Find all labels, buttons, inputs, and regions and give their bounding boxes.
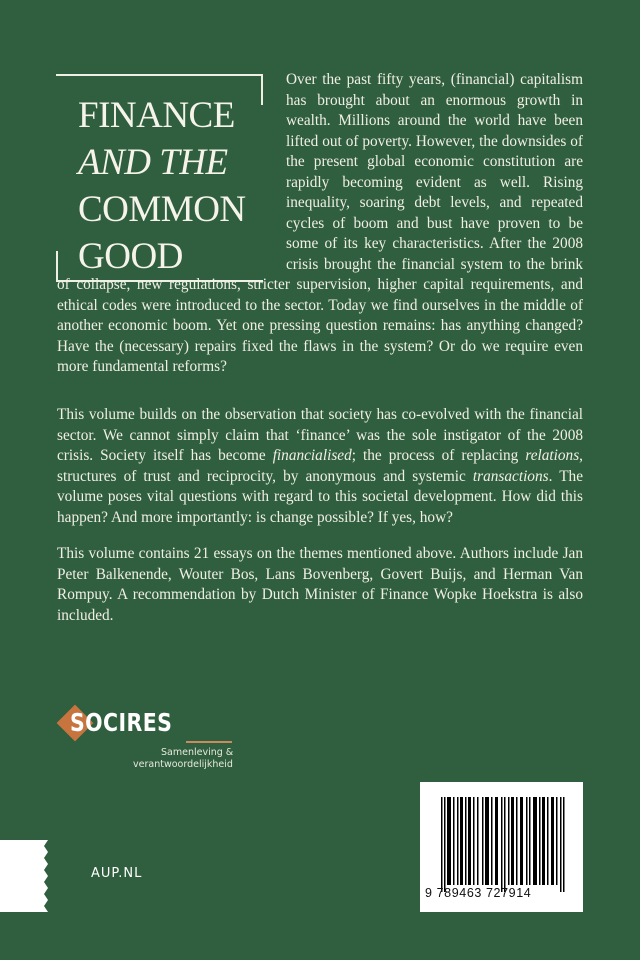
logo-subtitle-line-2: verantwoordelijkheid (133, 759, 233, 770)
isbn-barcode (420, 782, 583, 912)
isbn-digits: 9 789463 727914 (425, 886, 532, 900)
blurb-paragraph-1-wrap (57, 70, 583, 378)
title-line-and-the: AND THE (78, 142, 228, 183)
blurb-paragraph-2 (57, 405, 583, 528)
title-float-spacer (57, 70, 286, 273)
barcode-bars-icon (440, 797, 568, 892)
publisher-url: AUP.NL (91, 866, 143, 881)
title-line-common: COMMON (78, 189, 246, 230)
aup-publisher-mark-icon (0, 840, 50, 912)
logo-underline (186, 741, 232, 743)
logo-subtitle-line-1: Samenleving & (161, 747, 234, 758)
title-line-finance: FINANCE (78, 95, 235, 136)
title-line-good: GOOD (78, 236, 183, 277)
logo-wordmark: SOCIRES (70, 708, 173, 737)
blurb-paragraph-3: This volume contains 21 essays on the themes mentioned above. Authors include Jan Peter Balkenende, Wouter Bos, Lans Bovenberg, Govert Buijs, and Herman Van Rompuy. A recommendation by Dutch Minister of Finance Wopke Hoekstra is also included. (57, 545, 583, 624)
blurb-paragraph-1: Over the past fifty years, (financial) capitalism has brought about an enormous growth in wealth. Millions around the world have been lifted out of poverty. However, the downsides of the present global economic constitution are rapidly becoming evident as well. Rising inequality, soaring debt levels, and repeated cycles of boom and bust have proven to be some of its key characteristics. After the 2008 crisis brought the financial system to the brink of collapse, new regulations, stricter supervision, higher capital requirements, and ethical codes were introduced to the sector. Today we find ourselves in the middle of another economic boom. Yet one pressing question remains: has anything changed? Have the (necessary) repairs fixed the flaws in the system? Or do we require even more fundamental reforms? (57, 71, 583, 375)
p2-text-c: , structures of trust and reciprocity, by anonymous and systemic (57, 447, 583, 485)
p2-italic-relations: relations (525, 447, 580, 464)
p2-italic-financialised: financialised (272, 447, 352, 464)
p2-text-a: This volume builds on the observation that society has co-evolved with the financial sector. We cannot simply claim that ‘finance’ was the sole instigator of the 2008 crisis. Society itself has become (57, 406, 583, 464)
socires-logo (58, 707, 258, 770)
p2-italic-transactions: transactions (472, 467, 549, 485)
p2-text-d: . The volume poses vital questions with regard to this societal development. How did this happen? And more importantly: is change possible? If yes, how? (57, 467, 583, 526)
p2-text-b: ; the process of replacing (351, 447, 526, 464)
